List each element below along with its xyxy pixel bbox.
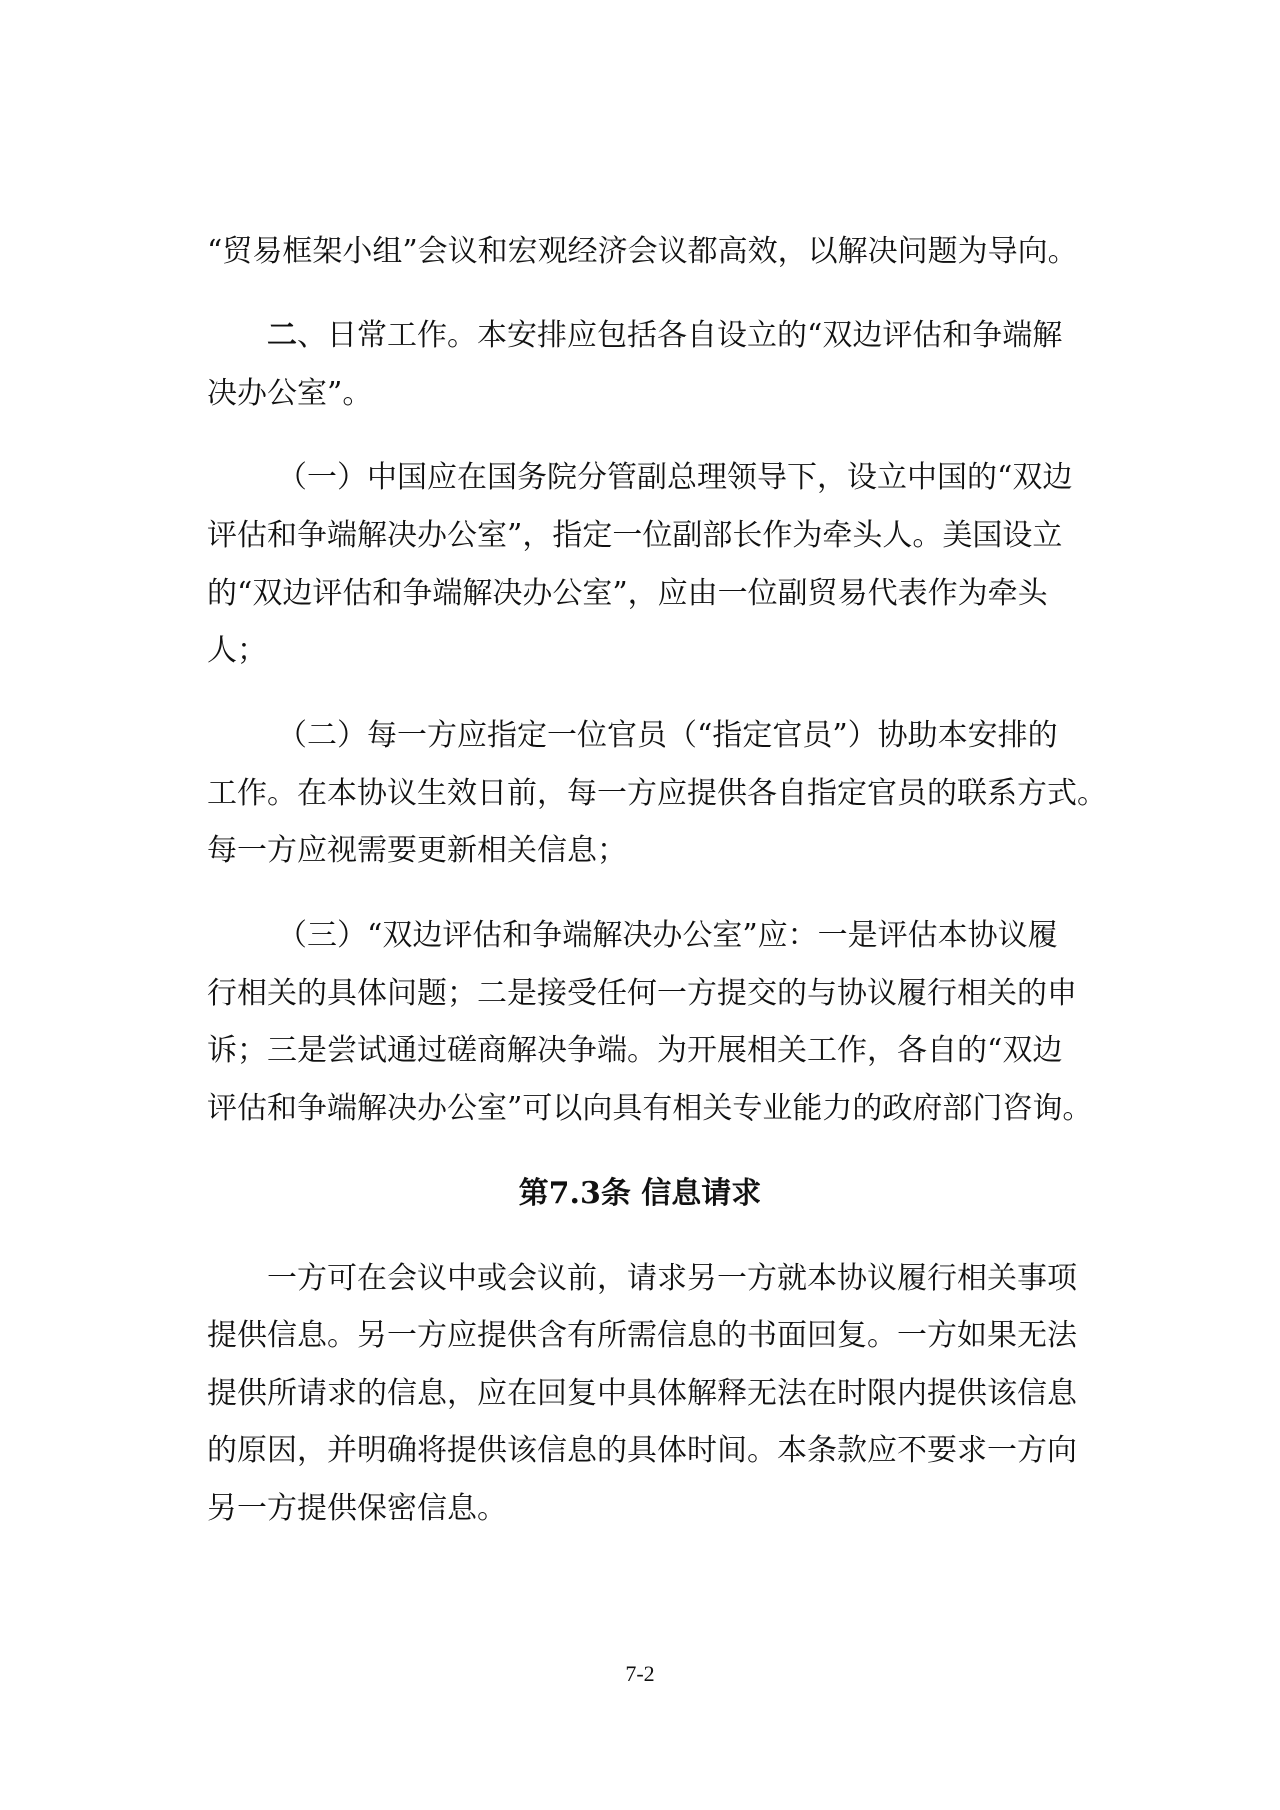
text-line-8: （二）每一方应指定一位官员（“指定官员”）协助本安排的 (277, 718, 1058, 753)
article-heading: 第7.3条 信息请求 (518, 1176, 762, 1211)
section-number: 二 (267, 318, 297, 353)
text-line-13: 诉；三是尝试通过磋商解决争端。为开展相关工作，各自的“双边 (207, 1033, 1063, 1068)
text-line-5: 评估和争端解决办公室”，指定一位副部长作为牵头人。美国设立 (207, 518, 1063, 553)
text-line-1: “贸易框架小组”会议和宏观经济会议都高效，以解决问题为导向。 (207, 234, 1078, 269)
text-line-16: 提供信息。另一方应提供含有所需信息的书面回复。一方如果无法 (207, 1318, 1077, 1353)
text-line-2 (267, 316, 1062, 356)
text-line-2-body: 、日常工作。本安排应包括各自设立的“双边评估和争端解 (297, 318, 1063, 353)
text-line-9: 工作。在本协议生效日前，每一方应提供各自指定官员的联系方式。 (207, 776, 1107, 811)
page-number: 7-2 (625, 1661, 655, 1686)
text-line-6: 的“双边评估和争端解决办公室”，应由一位副贸易代表作为牵头 (207, 576, 1048, 611)
text-line-14: 评估和争端解决办公室”可以向具有相关专业能力的政府部门咨询。 (207, 1091, 1093, 1126)
text-line-11: （三）“双边评估和争端解决办公室”应：一是评估本协议履 (277, 918, 1058, 953)
text-line-17: 提供所请求的信息，应在回复中具体解释无法在时限内提供该信息 (207, 1376, 1077, 1411)
text-line-7: 人； (207, 633, 267, 668)
text-line-4: （一）中国应在国务院分管副总理领导下，设立中国的“双边 (277, 460, 1073, 495)
text-line-10: 每一方应视需要更新相关信息； (207, 833, 627, 868)
text-line-15: 一方可在会议中或会议前，请求另一方就本协议履行相关事项 (267, 1261, 1077, 1296)
text-line-19: 另一方提供保密信息。 (207, 1491, 507, 1526)
text-line-3: 决办公室”。 (207, 376, 373, 411)
text-line-12: 行相关的具体问题；二是接受任何一方提交的与协议履行相关的申 (207, 976, 1077, 1011)
text-line-18: 的原因，并明确将提供该信息的具体时间。本条款应不要求一方向 (207, 1433, 1077, 1468)
